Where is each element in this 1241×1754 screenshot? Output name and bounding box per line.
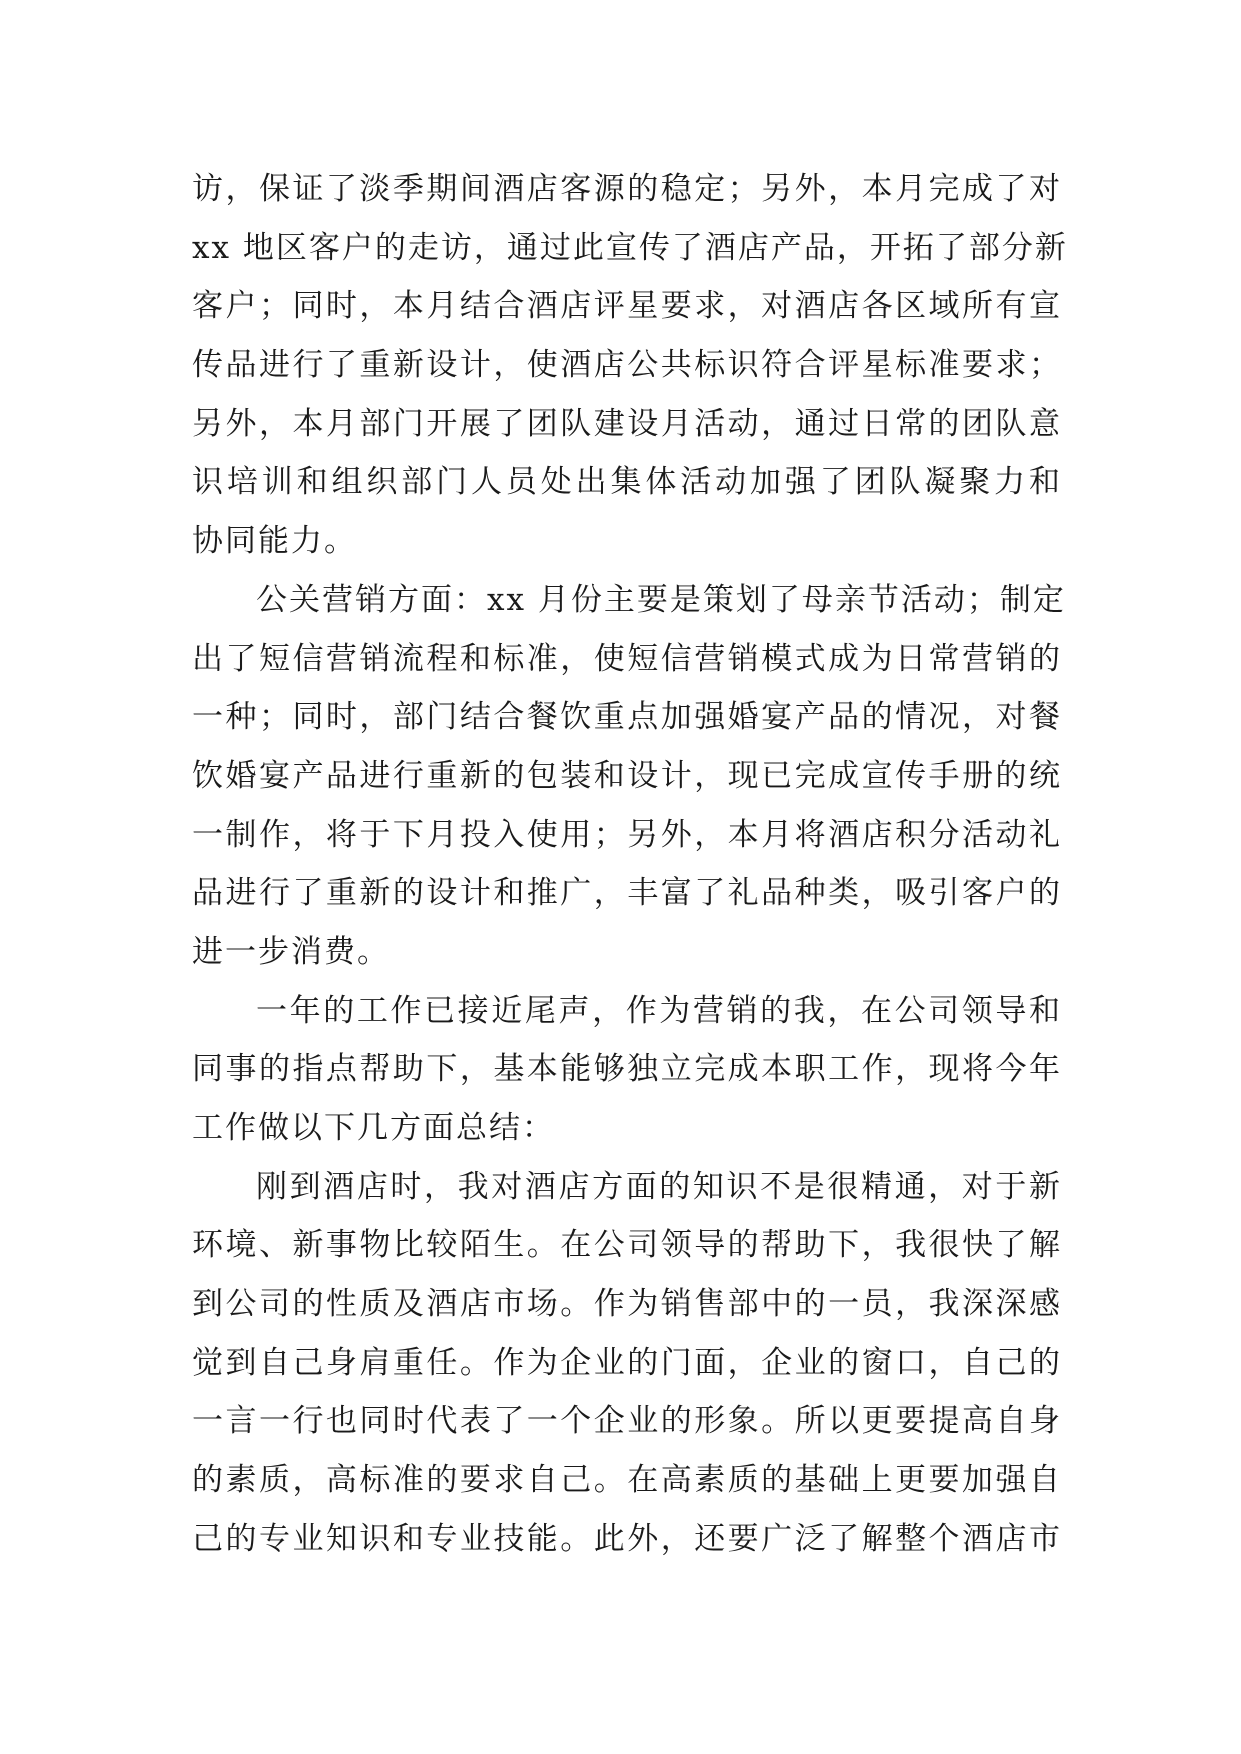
- text-line: 一种；同时，部门结合餐饮重点加强婚宴产品的情况，对餐: [192, 699, 1062, 736]
- paragraph-first-line: 一年的工作已接近尾声，作为营销的我，在公司领导和: [256, 992, 1062, 1029]
- text-line: 工作做以下几方面总结：: [192, 1110, 555, 1146]
- text-line: 同事的指点帮助下，基本能够独立完成本职工作，现将今年: [192, 1051, 1062, 1088]
- paragraph-first-line: 公关营销方面：xx 月份主要是策划了母亲节活动；制定: [256, 581, 1066, 618]
- text-line: 品进行了重新的设计和推广，丰富了礼品种类，吸引客户的: [192, 875, 1062, 912]
- document-body: [192, 160, 1068, 1569]
- text-line: 到公司的性质及酒店市场。作为销售部中的一员，我深深感: [192, 1286, 1062, 1323]
- text-line: 进一步消费。: [192, 933, 390, 970]
- text-line: 一言一行也同时代表了一个企业的形象。所以更要提高自身: [192, 1403, 1062, 1440]
- text-line: 的素质，高标准的要求自己。在高素质的基础上更要加强自: [192, 1462, 1062, 1499]
- text-line: xx 地区客户的走访，通过此宣传了酒店产品，开拓了部分新: [192, 229, 1068, 266]
- text-line: 客户；同时，本月结合酒店评星要求，对酒店各区域所有宣: [192, 288, 1062, 325]
- text-line: 环境、新事物比较陌生。在公司领导的帮助下，我很快了解: [192, 1227, 1062, 1264]
- text-line: 出了短信营销流程和标准，使短信营销模式成为日常营销的: [192, 640, 1062, 677]
- text-line: 己的专业知识和专业技能。此外，还要广泛了解整个酒店市: [192, 1520, 1062, 1557]
- text-line: 另外，本月部门开展了团队建设月活动，通过日常的团队意: [192, 405, 1062, 442]
- text-line: 访，保证了淡季期间酒店客源的稳定；另外，本月完成了对: [192, 171, 1062, 207]
- text-line: 觉到自己身肩重任。作为企业的门面，企业的窗口，自己的: [192, 1344, 1062, 1381]
- text-line: 协同能力。: [192, 523, 357, 560]
- paragraph-first-line: 刚到酒店时，我对酒店方面的知识不是很精通，对于新: [256, 1168, 1062, 1205]
- text-line: 饮婚宴产品进行重新的包装和设计，现已完成宣传手册的统: [192, 757, 1062, 794]
- text-line: 传品进行了重新设计，使酒店公共标识符合评星标准要求；: [192, 347, 1062, 384]
- text-line: 一制作，将于下月投入使用；另外，本月将酒店积分活动礼: [192, 816, 1062, 853]
- text-line: 识培训和组织部门人员处出集体活动加强了团队凝聚力和: [192, 464, 1062, 501]
